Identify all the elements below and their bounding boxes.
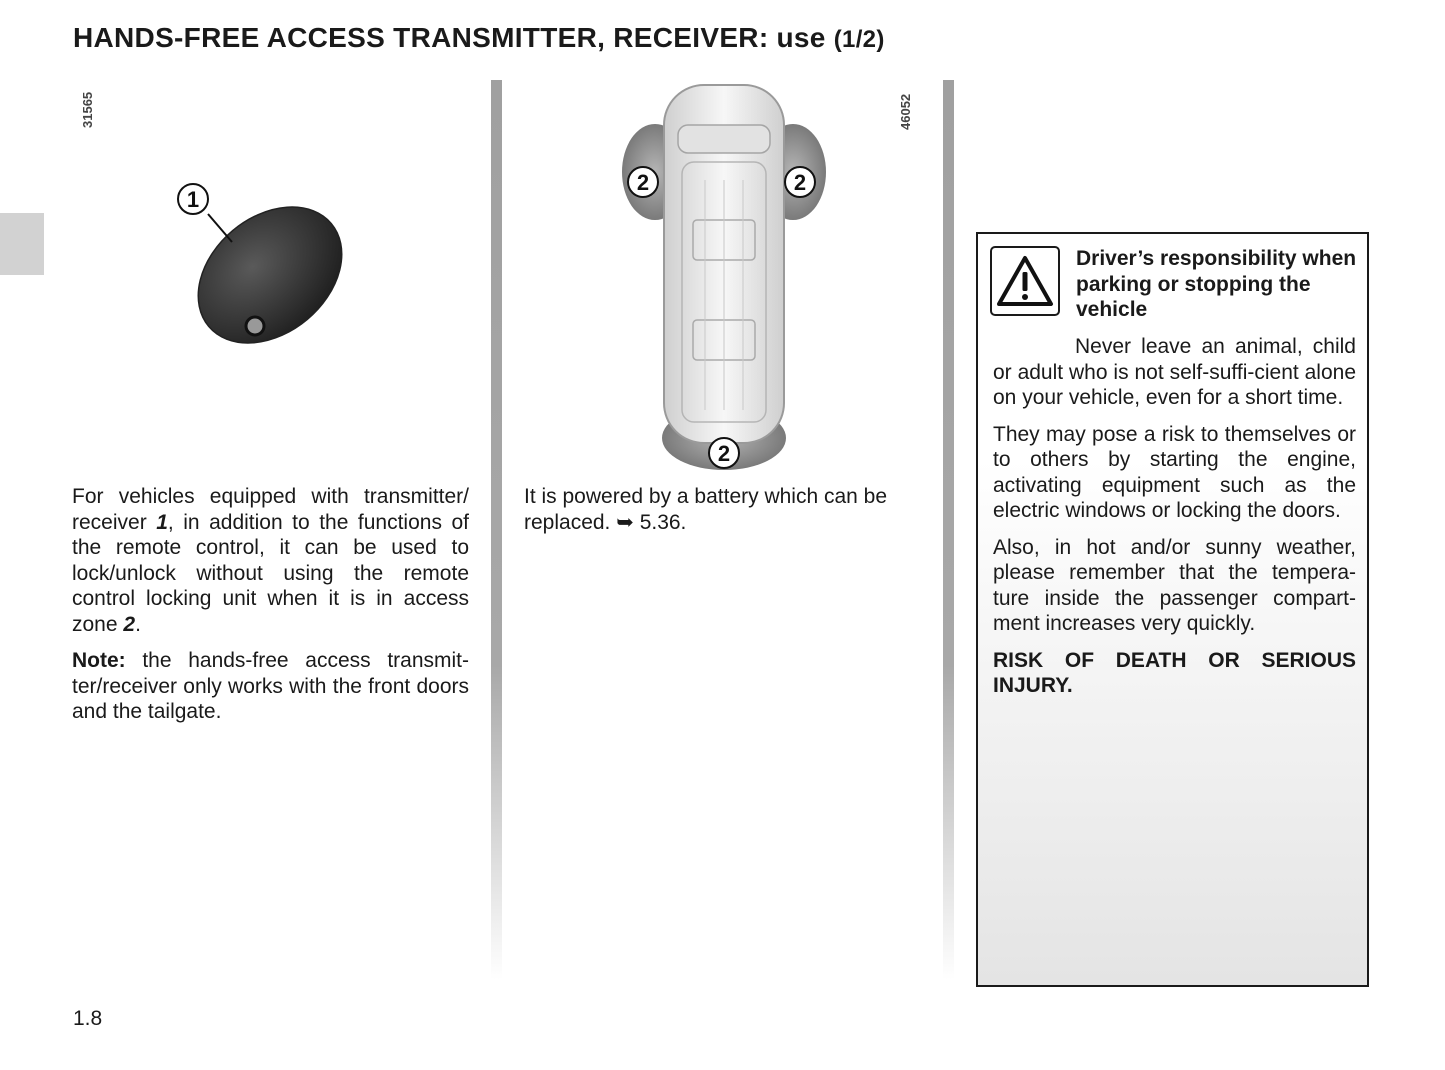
warning-body: [993, 334, 1356, 710]
note-paragraph: Note: the hands-free access transmit-ter/receiver only works with the front doors and the tailgate.: [72, 649, 469, 723]
reference-2: 2: [123, 612, 136, 636]
warning-box: [976, 232, 1369, 987]
battery-paragraph: It is powered by a battery which can be replaced. ➥ 5.36.: [524, 485, 888, 534]
reference-1: 1: [156, 510, 168, 534]
callout-1-label: 1: [186, 187, 200, 212]
page-reference: 5.36.: [639, 510, 687, 534]
column-divider-left: [491, 80, 502, 980]
callout-2-label-right: 2: [793, 170, 807, 195]
figure-code-right: 46052: [898, 93, 913, 130]
left-column-text: [72, 484, 469, 736]
warning-heading: Driver’s responsibility when parking or stopping the vehicle: [1076, 247, 1357, 321]
note-label: Note:: [72, 649, 126, 672]
page-title-part: (1/2): [833, 26, 885, 53]
chapter-tab: [0, 213, 44, 275]
column-divider-right: [943, 80, 954, 980]
intro-paragraph: For vehicles equipped with transmitter/ receiver 1, in addition to the functions of the remote control, it can be used to lock/unlock without using the remote control locking unit when it is in access zone 2.: [72, 485, 469, 636]
key-fob-ring-hole: [246, 317, 264, 335]
callout-2-label-rear: 2: [717, 441, 731, 466]
page-reference-arrow-icon: ➥: [616, 510, 634, 534]
warning-triangle-icon: [990, 246, 1060, 316]
vehicle-access-zone-diagram: [600, 80, 850, 475]
warning-paragraph-3: Also, in hot and/or sunny weather, please remember that the tempera-ture inside the passenger compart-ment increases very quickly.: [993, 535, 1356, 635]
key-fob-illustration: [160, 170, 370, 370]
callout-2-label-left: 2: [636, 170, 650, 195]
page-title: [73, 22, 885, 54]
figure-code-left: 31565: [80, 91, 95, 128]
page-title-main: HANDS-FREE ACCESS TRANSMITTER, RECEIVER: use: [73, 22, 826, 53]
van-windscreen: [678, 125, 770, 153]
warning-paragraph-1: Never leave an animal, child or adult who is not self-suffi-cient alone on your vehicle, even for a short time.: [993, 335, 1356, 409]
warning-risk-statement: RISK OF DEATH OR SERIOUS INJURY.: [993, 648, 1356, 697]
page-number: 1.8: [73, 1007, 103, 1030]
warning-paragraph-2: They may pose a risk to themselves or to others by starting the engine, activating equipment such as the electric windows or locking the doors.: [993, 422, 1356, 522]
middle-column-text: [524, 484, 922, 546]
